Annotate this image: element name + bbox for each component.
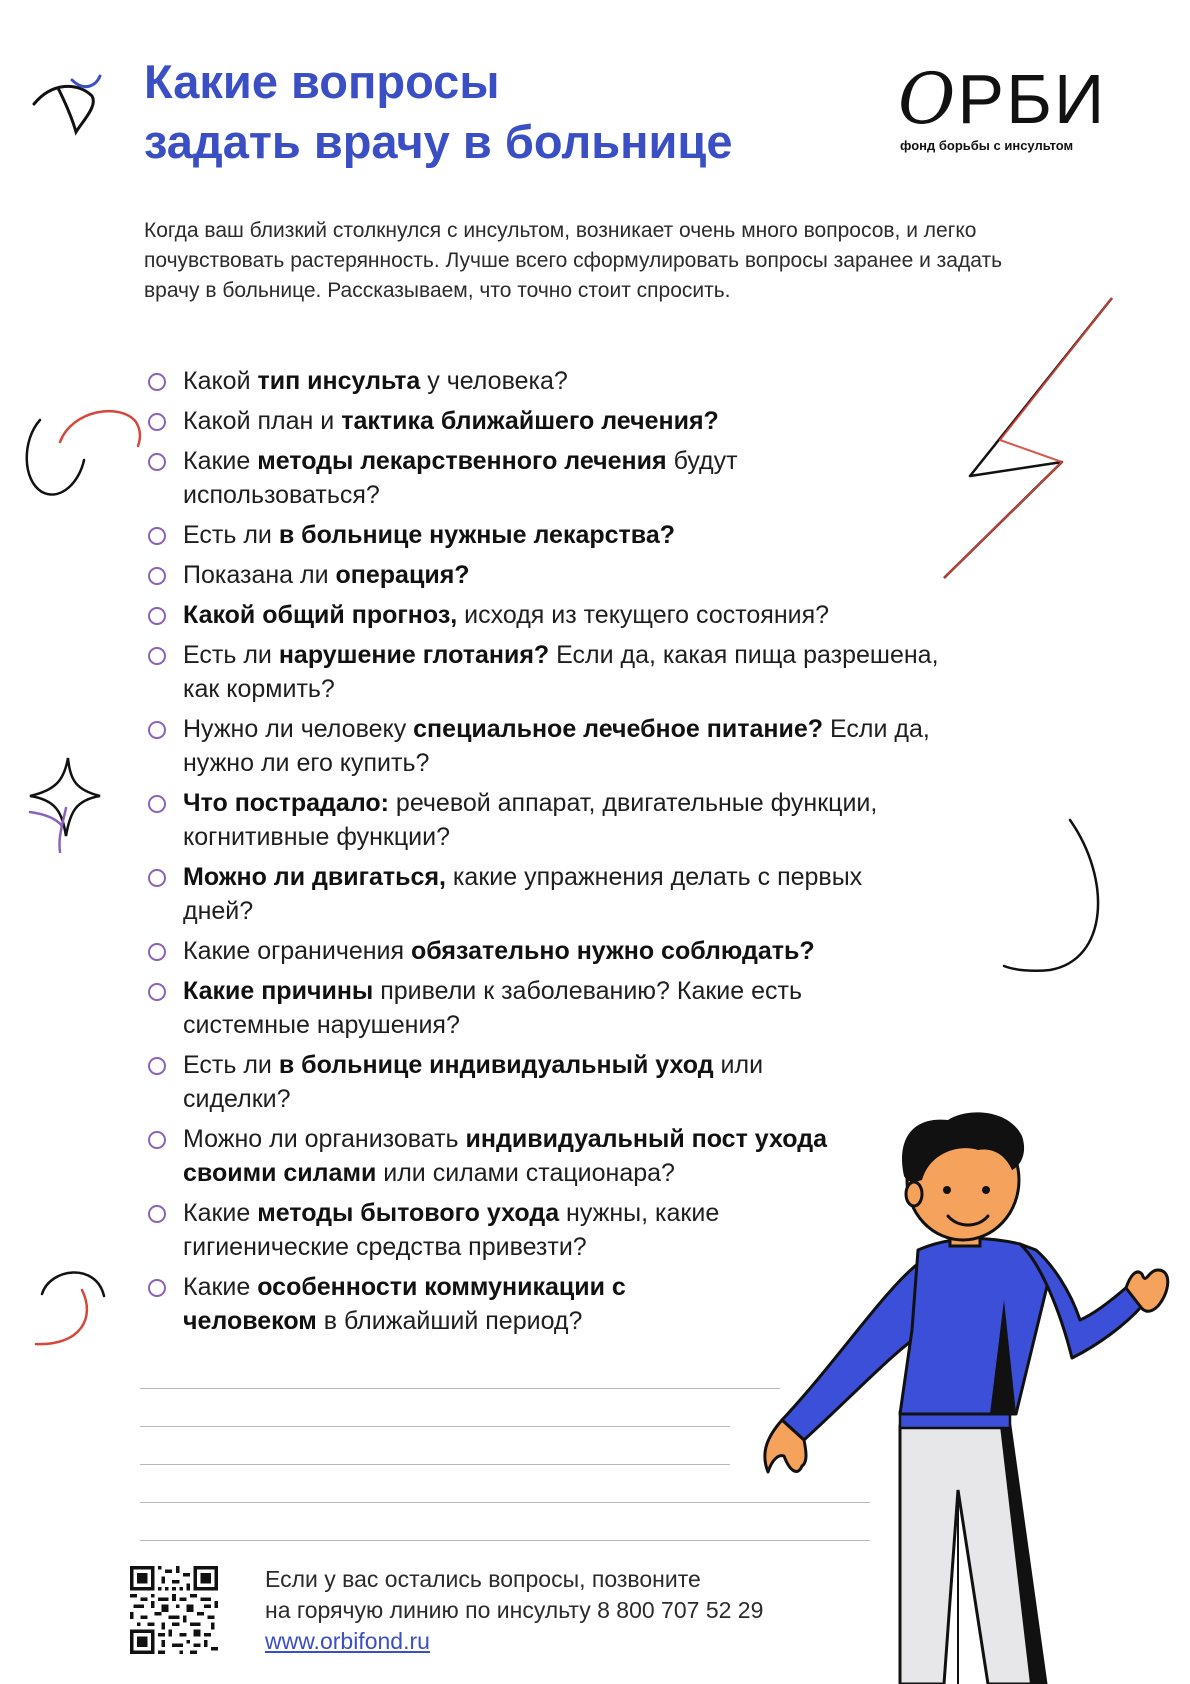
question-item: Какие методы лекарственного лечения будут использоваться? [146,444,803,512]
question-item: Какой тип инсульта у человека? [146,364,1006,398]
website-link[interactable]: www.orbifond.ru [265,1628,430,1654]
question-item: Есть ли в больнице нужные лекарства? [146,518,1006,552]
title-line-1: Какие вопросы [144,55,500,108]
question-item: Какие особенности коммуникации с человеком в ближайший период? [146,1270,763,1338]
question-item: Какие методы бытового ухода нужны, какие гигиенические средства привезти? [146,1196,863,1264]
man-right-eye [982,1186,990,1194]
question-item: Нужно ли человеку специальное лечебное питание? Если да, нужно ли его купить? [146,712,983,780]
man-shirt [900,1239,1050,1414]
question-item: Какой план и тактика ближайшего лечения? [146,404,1006,438]
hotline-phone[interactable]: 8 800 707 52 29 [597,1597,764,1623]
question-item: Что пострадало: речевой аппарат, двигательные функции, когнитивные функции? [146,786,923,854]
question-item: Показана ли операция? [146,558,1006,592]
man-left-eye [943,1186,951,1194]
footer-contacts [265,1564,763,1657]
qr-code[interactable] [130,1566,218,1654]
footer-line-2: на горячую линию по инсульту 8 800 707 52 29 [265,1597,764,1623]
question-item: Какой общий прогноз, исходя из текущего состояния? [146,598,1006,632]
intro-paragraph: Когда ваш близкий столкнулся с инсультом, возникает очень много вопросов, и легко почувствовать растерянность. Лучше всего сформулировать вопросы заранее и задать врачу в больнице. Рассказываем, что точно стоит спросить. [144,219,1003,302]
question-item: Есть ли в больнице индивидуальный уход или сиделки? [146,1048,863,1116]
logo-subtitle: фонд борьбы с инсультом [900,138,1074,153]
question-item: Какие ограничения обязательно нужно соблюдать? [146,934,1006,968]
question-item: Какие причины привели к заболеванию? Какие есть системные нарушения? [146,974,843,1042]
question-item: Есть ли нарушение глотания? Если да, какая пища разрешена, как кормить? [146,638,953,706]
man-ear [906,1182,922,1206]
question-item: Можно ли организовать индивидуальный пост ухода своими силами или силами стационара? [146,1122,923,1190]
title-line-2: задать врачу в больнице [144,115,733,168]
logo-wordmark: ОРБИ [898,58,1107,140]
footer-line-1: Если у вас остались вопросы, позвоните [265,1566,701,1592]
question-item: Можно ли двигаться, какие упражнения делать с первых дней? [146,860,923,928]
